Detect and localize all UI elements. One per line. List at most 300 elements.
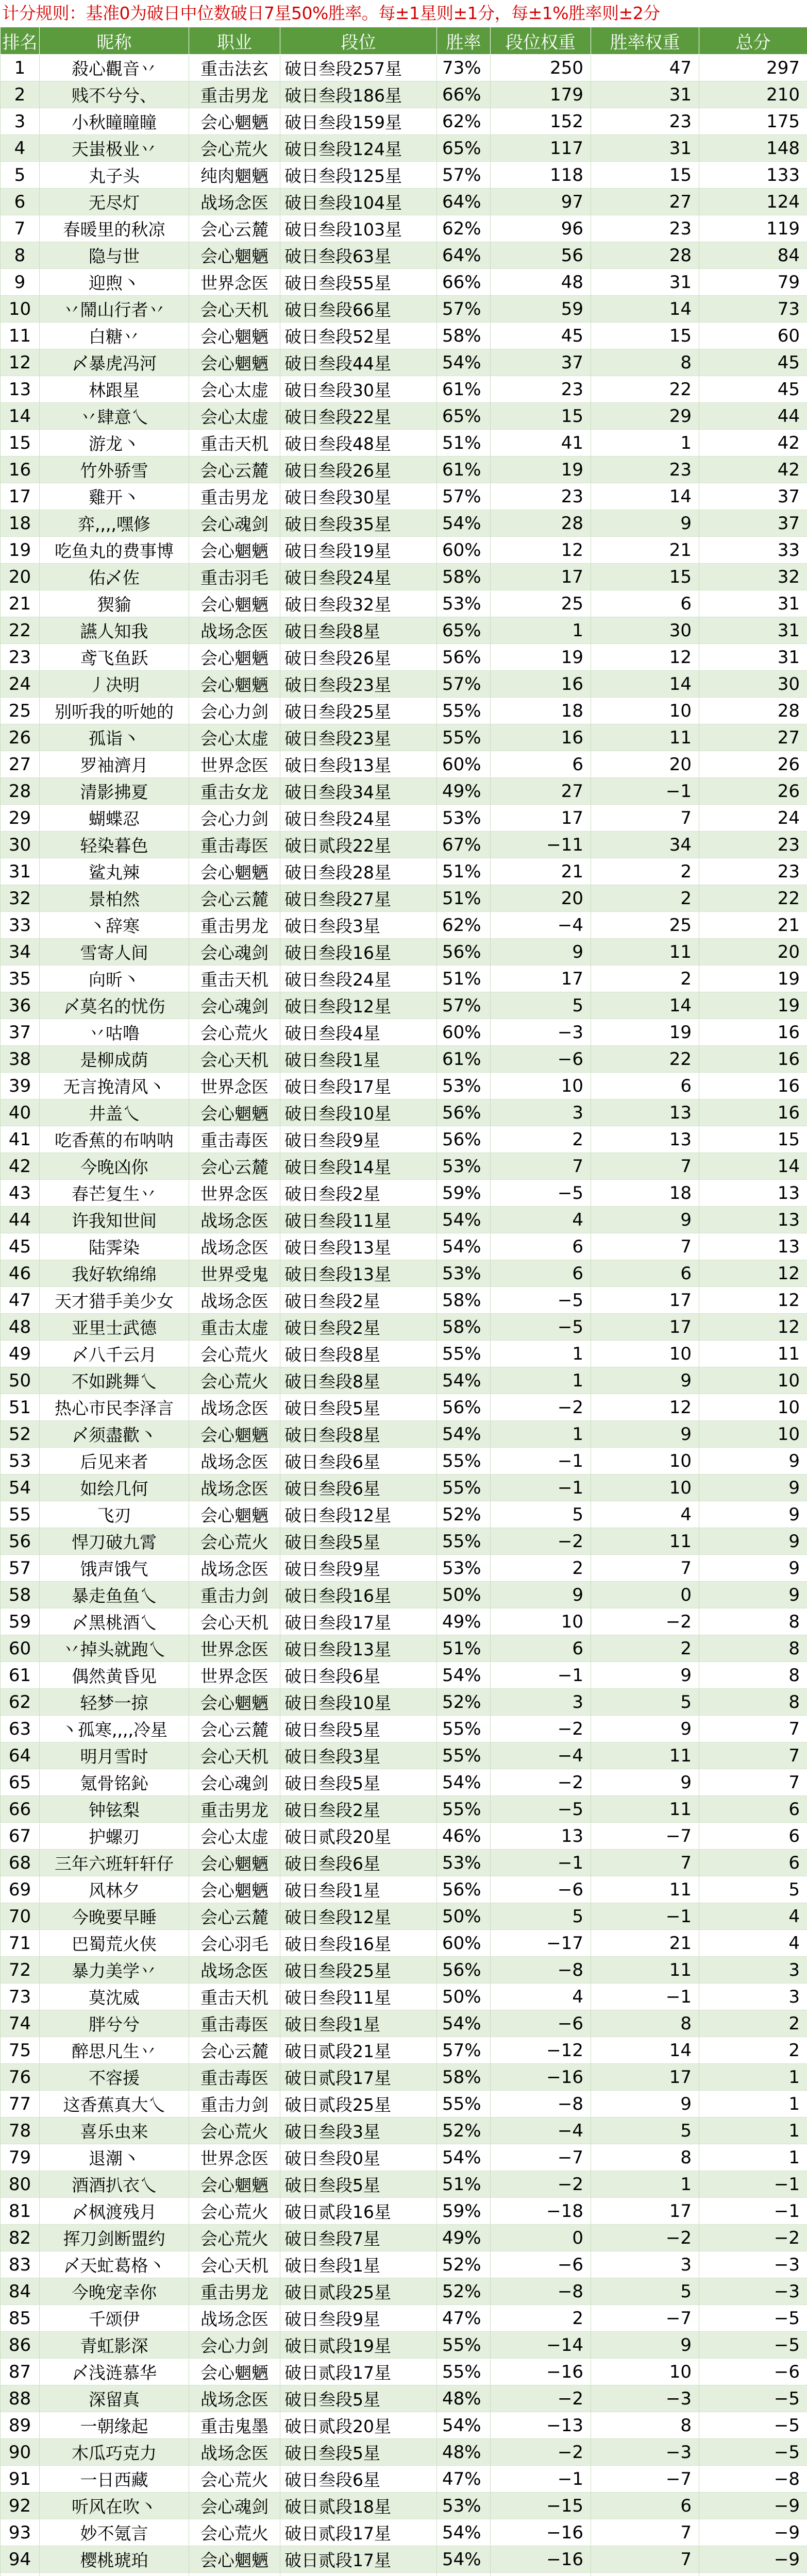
winrate-weight-cell: 31: [591, 81, 699, 108]
class-cell: 会心荒火: [189, 1019, 280, 1046]
winrate-cell: 47%: [437, 2305, 491, 2332]
winrate-cell: 49%: [437, 1608, 491, 1635]
table-row: [1, 108, 807, 135]
table-row: [1, 2117, 807, 2144]
total-score-cell: 175: [699, 108, 807, 135]
nickname-cell: 这香蕉真大乀: [40, 2091, 189, 2117]
rank-cell: 6: [1, 189, 40, 215]
winrate-cell: 59%: [437, 2198, 491, 2225]
winrate-weight-cell: 28: [591, 242, 699, 269]
rank-cell: 42: [1, 1153, 40, 1180]
table-row: [1, 1957, 807, 1984]
class-cell: 重击男龙: [189, 483, 280, 510]
tier-weight-cell: 23: [491, 376, 591, 403]
total-score-cell: 2: [699, 2037, 807, 2064]
total-score-cell: 73: [699, 296, 807, 323]
tier-weight-cell: −8: [491, 2278, 591, 2305]
winrate-cell: 51%: [437, 430, 491, 456]
class-cell: 重击法玄: [189, 55, 280, 81]
tier-cell: 破日叁段9星: [280, 1555, 437, 1582]
winrate-weight-cell: 14: [591, 483, 699, 510]
total-score-cell: 37: [699, 483, 807, 510]
rank-cell: 61: [1, 1662, 40, 1689]
winrate-cell: 61%: [437, 376, 491, 403]
rank-cell: 72: [1, 1957, 40, 1984]
nickname-cell: 孤诣丶: [40, 724, 189, 751]
table-row: [1, 1153, 807, 1180]
nickname-cell: 〆须盡歡丶: [40, 1421, 189, 1448]
nickname-cell: 讌人知我: [40, 617, 189, 644]
table-row: [1, 55, 807, 81]
class-cell: 世界念医: [189, 1662, 280, 1689]
nickname-cell: 饿声饿气: [40, 1555, 189, 1582]
rank-cell: 36: [1, 992, 40, 1019]
class-cell: 战场念医: [189, 1287, 280, 1314]
total-score-cell: 60: [699, 323, 807, 349]
class-cell: 重击毒医: [189, 1126, 280, 1153]
winrate-cell: 57%: [437, 671, 491, 698]
winrate-weight-cell: −2: [591, 2225, 699, 2251]
tier-cell: 破日叁段32星: [280, 590, 437, 617]
winrate-cell: 57%: [437, 992, 491, 1019]
table-row: [1, 1876, 807, 1903]
winrate-weight-cell: 9: [591, 1716, 699, 1742]
nickname-cell: 听风在吹丶: [40, 2493, 189, 2519]
rank-cell: 45: [1, 1233, 40, 1260]
winrate-weight-cell: 10: [591, 1341, 699, 1367]
rank-cell: 88: [1, 2385, 40, 2412]
class-cell: 重击天机: [189, 1984, 280, 2010]
total-score-cell: 31: [699, 590, 807, 617]
rank-cell: 52: [1, 1421, 40, 1448]
winrate-cell: [437, 2573, 491, 2576]
tier-cell: 破日叁段24星: [280, 805, 437, 832]
winrate-weight-cell: 23: [591, 456, 699, 483]
table-row: [1, 1073, 807, 1099]
class-cell: 会心魍魉: [189, 2546, 280, 2573]
tier-weight-cell: 16: [491, 724, 591, 751]
winrate-weight-cell: 10: [591, 698, 699, 724]
header-rank: 排名: [1, 27, 40, 55]
rank-cell: 84: [1, 2278, 40, 2305]
total-score-cell: 4: [699, 1930, 807, 1957]
class-cell: 会心力剑: [189, 2332, 280, 2359]
tier-weight-cell: −6: [491, 2251, 591, 2278]
tier-cell: 破日叁段2星: [280, 1314, 437, 1341]
winrate-weight-cell: 34: [591, 832, 699, 858]
total-score-cell: 5: [699, 1876, 807, 1903]
winrate-cell: 52%: [437, 2278, 491, 2305]
tier-weight-cell: 7: [491, 1153, 591, 1180]
tier-weight-cell: −2: [491, 1716, 591, 1742]
winrate-cell: 65%: [437, 135, 491, 162]
winrate-weight-cell: 19: [591, 1019, 699, 1046]
rank-cell: 85: [1, 2305, 40, 2332]
total-score-cell: −1: [699, 2198, 807, 2225]
winrate-cell: 48%: [437, 2439, 491, 2466]
rank-cell: 58: [1, 1582, 40, 1608]
winrate-cell: 54%: [437, 2010, 491, 2037]
total-score-cell: 42: [699, 430, 807, 456]
nickname-cell: 游龙丶: [40, 430, 189, 456]
winrate-weight-cell: 23: [591, 215, 699, 242]
winrate-weight-cell: 9: [591, 510, 699, 537]
tier-cell: 破日叁段6星: [280, 1850, 437, 1876]
rank-cell: 83: [1, 2251, 40, 2278]
tier-weight-cell: −1: [491, 2466, 591, 2493]
rank-cell: 63: [1, 1716, 40, 1742]
total-score-cell: −9: [699, 2493, 807, 2519]
winrate-cell: 53%: [437, 1850, 491, 1876]
nickname-cell: 〆八千云月: [40, 1341, 189, 1367]
winrate-cell: 53%: [437, 1555, 491, 1582]
rank-cell: 62: [1, 1689, 40, 1716]
winrate-cell: 55%: [437, 1475, 491, 1501]
winrate-weight-cell: 17: [591, 1287, 699, 1314]
winrate-weight-cell: 12: [591, 1394, 699, 1421]
total-score-cell: 9: [699, 1555, 807, 1582]
table-row: [1, 2037, 807, 2064]
tier-cell: 破日叁段8星: [280, 617, 437, 644]
total-score-cell: 3: [699, 1984, 807, 2010]
nickname-cell: 风林夕: [40, 1876, 189, 1903]
tier-cell: 破日叁段6星: [280, 1662, 437, 1689]
winrate-weight-cell: 9: [591, 2332, 699, 2359]
class-cell: 会心荒火: [189, 135, 280, 162]
tier-cell: 破日叁段25星: [280, 1957, 437, 1984]
header-total-score: 总分: [699, 27, 807, 55]
winrate-weight-cell: 9: [591, 1769, 699, 1796]
winrate-cell: 62%: [437, 215, 491, 242]
table-row: [1, 1046, 807, 1073]
winrate-weight-cell: 10: [591, 2359, 699, 2385]
class-cell: 会心太虚: [189, 724, 280, 751]
nickname-cell: 陆霁染: [40, 1233, 189, 1260]
tier-cell: 破日叁段4星: [280, 1019, 437, 1046]
winrate-cell: 46%: [437, 1823, 491, 1850]
tier-weight-cell: 5: [491, 1903, 591, 1930]
tier-weight-cell: −11: [491, 832, 591, 858]
total-score-cell: 8: [699, 1635, 807, 1662]
nickname-cell: 喜乐虫来: [40, 2117, 189, 2144]
tier-cell: 破日叁段11星: [280, 1207, 437, 1233]
rank-cell: 32: [1, 885, 40, 912]
tier-weight-cell: 3: [491, 1689, 591, 1716]
total-score-cell: 45: [699, 349, 807, 376]
winrate-weight-cell: 23: [591, 108, 699, 135]
tier-cell: 破日叁段23星: [280, 724, 437, 751]
tier-weight-cell: −17: [491, 1930, 591, 1957]
nickname-cell: 雞开丶: [40, 483, 189, 510]
winrate-cell: 51%: [437, 885, 491, 912]
class-cell: 会心天机: [189, 1742, 280, 1769]
total-score-cell: 7: [699, 1742, 807, 1769]
winrate-weight-cell: 21: [591, 1930, 699, 1957]
rank-cell: 69: [1, 1876, 40, 1903]
tier-weight-cell: 9: [491, 1582, 591, 1608]
total-score-cell: 26: [699, 751, 807, 778]
nickname-cell: 明月雪时: [40, 1742, 189, 1769]
class-cell: 会心天机: [189, 1608, 280, 1635]
tier-cell: 破日叁段12星: [280, 1903, 437, 1930]
total-score-cell: 9: [699, 1448, 807, 1475]
header-tier-weight: 段位权重: [491, 27, 591, 55]
nickname-cell: 醉思凡生丷: [40, 2037, 189, 2064]
tier-weight-cell: 5: [491, 992, 591, 1019]
class-cell: 重击毒医: [189, 2010, 280, 2037]
total-score-cell: 9: [699, 1528, 807, 1555]
winrate-weight-cell: 1: [591, 430, 699, 456]
tier-cell: 破日叁段17星: [280, 1608, 437, 1635]
tier-cell: 破日叁段55星: [280, 269, 437, 296]
table-row: [1, 2171, 807, 2198]
rank-cell: 8: [1, 242, 40, 269]
rank-cell: 90: [1, 2439, 40, 2466]
winrate-cell: 53%: [437, 805, 491, 832]
table-row: [1, 885, 807, 912]
total-score-cell: 12: [699, 1314, 807, 1341]
tier-weight-cell: 97: [491, 189, 591, 215]
rank-cell: 1: [1, 55, 40, 81]
total-score-cell: 13: [699, 1207, 807, 1233]
winrate-cell: 55%: [437, 1716, 491, 1742]
tier-cell: 破日贰段20星: [280, 1823, 437, 1850]
nickname-cell: 悍刀破九霄: [40, 1528, 189, 1555]
tier-weight-cell: 152: [491, 108, 591, 135]
nickname-cell: 蝴蝶忍: [40, 805, 189, 832]
tier-weight-cell: −5: [491, 1314, 591, 1341]
table-row: [1, 215, 807, 242]
rank-cell: 47: [1, 1287, 40, 1314]
class-cell: 会心魍魉: [189, 1099, 280, 1126]
tier-weight-cell: −18: [491, 2198, 591, 2225]
rank-cell: 66: [1, 1796, 40, 1823]
class-cell: 会心太虚: [189, 1823, 280, 1850]
table-body: [1, 55, 807, 2576]
winrate-cell: 50%: [437, 1984, 491, 2010]
ranking-table: [0, 27, 807, 2576]
winrate-cell: 58%: [437, 1287, 491, 1314]
winrate-weight-cell: 17: [591, 2198, 699, 2225]
winrate-weight-cell: 8: [591, 2144, 699, 2171]
tier-cell: 破日叁段26星: [280, 456, 437, 483]
winrate-cell: 73%: [437, 55, 491, 81]
tier-cell: 破日叁段9星: [280, 1126, 437, 1153]
rank-cell: 25: [1, 698, 40, 724]
winrate-cell: 55%: [437, 1448, 491, 1475]
table-row: [1, 1314, 807, 1341]
rank-cell: 13: [1, 376, 40, 403]
total-score-cell: 16: [699, 1046, 807, 1073]
nickname-cell: 小秋瞳瞳瞳: [40, 108, 189, 135]
total-score-cell: 16: [699, 1019, 807, 1046]
table-row: [1, 1662, 807, 1689]
winrate-weight-cell: 7: [591, 1850, 699, 1876]
tier-weight-cell: 0: [491, 2225, 591, 2251]
table-header-row: [1, 27, 807, 55]
winrate-weight-cell: −7: [591, 2466, 699, 2493]
class-cell: 重击力剑: [189, 1582, 280, 1608]
winrate-weight-cell: 10: [591, 1475, 699, 1501]
total-score-cell: 44: [699, 403, 807, 430]
class-cell: [189, 2573, 280, 2576]
tier-cell: 破日叁段8星: [280, 1367, 437, 1394]
tier-weight-cell: −5: [491, 1287, 591, 1314]
rank-cell: 94: [1, 2546, 40, 2573]
tier-cell: 破日叁段124星: [280, 135, 437, 162]
winrate-weight-cell: 4: [591, 1501, 699, 1528]
nickname-cell: 〆莫名的忧伤: [40, 992, 189, 1019]
class-cell: 会心云麓: [189, 885, 280, 912]
total-score-cell: 79: [699, 269, 807, 296]
winrate-cell: 51%: [437, 965, 491, 992]
nickname-cell: 弈,,,,嘿修: [40, 510, 189, 537]
total-score-cell: 12: [699, 1260, 807, 1287]
tier-weight-cell: −2: [491, 2171, 591, 2198]
tier-cell: 破日叁段11星: [280, 1984, 437, 2010]
tier-cell: 破日贰段16星: [280, 2198, 437, 2225]
total-score-cell: 10: [699, 1394, 807, 1421]
winrate-weight-cell: 12: [591, 644, 699, 671]
nickname-cell: 护螺刃: [40, 1823, 189, 1850]
tier-cell: 破日叁段0星: [280, 2144, 437, 2171]
winrate-cell: 47%: [437, 2466, 491, 2493]
nickname-cell: 雪寄人间: [40, 939, 189, 965]
total-score-cell: 28: [699, 698, 807, 724]
tier-cell: 破日叁段1星: [280, 2251, 437, 2278]
tier-weight-cell: 5: [491, 1501, 591, 1528]
tier-weight-cell: −4: [491, 912, 591, 939]
header-class: 职业: [189, 27, 280, 55]
nickname-cell: 轻染暮色: [40, 832, 189, 858]
table-row: [1, 1582, 807, 1608]
total-score-cell: −5: [699, 2412, 807, 2439]
winrate-cell: 52%: [437, 2117, 491, 2144]
class-cell: 会心云麓: [189, 215, 280, 242]
winrate-weight-cell: 11: [591, 1796, 699, 1823]
table-row: [1, 1421, 807, 1448]
tier-weight-cell: −8: [491, 2091, 591, 2117]
table-row: [1, 2359, 807, 2385]
tier-cell: 破日叁段6星: [280, 1475, 437, 1501]
tier-weight-cell: −6: [491, 1046, 591, 1073]
table-row: [1, 2493, 807, 2519]
nickname-cell: [40, 2573, 189, 2576]
table-row: [1, 1287, 807, 1314]
class-cell: 重击羽毛: [189, 564, 280, 590]
tier-cell: 破日叁段5星: [280, 1528, 437, 1555]
rank-cell: 68: [1, 1850, 40, 1876]
total-score-cell: 3: [699, 1957, 807, 1984]
table-row: [1, 323, 807, 349]
tier-cell: 破日叁段30星: [280, 483, 437, 510]
winrate-weight-cell: 11: [591, 1742, 699, 1769]
class-cell: 战场念医: [189, 1233, 280, 1260]
rank-cell: 51: [1, 1394, 40, 1421]
total-score-cell: 1: [699, 2064, 807, 2091]
table-row: [1, 296, 807, 323]
class-cell: 战场念医: [189, 617, 280, 644]
table-row: [1, 242, 807, 269]
rank-cell: 30: [1, 832, 40, 858]
nickname-cell: 偶然黄昏见: [40, 1662, 189, 1689]
tier-cell: 破日叁段257星: [280, 55, 437, 81]
table-row: [1, 1475, 807, 1501]
rank-cell: 9: [1, 269, 40, 296]
class-cell: 会心羽毛: [189, 1930, 280, 1957]
class-cell: 纯肉魍魉: [189, 162, 280, 189]
winrate-weight-cell: 9: [591, 1207, 699, 1233]
tier-weight-cell: −15: [491, 2493, 591, 2519]
winrate-cell: 65%: [437, 617, 491, 644]
rank-cell: 64: [1, 1742, 40, 1769]
class-cell: 战场念医: [189, 2439, 280, 2466]
tier-weight-cell: −1: [491, 1475, 591, 1501]
table-row: [1, 1796, 807, 1823]
table-row: [1, 162, 807, 189]
winrate-weight-cell: 11: [591, 1957, 699, 1984]
table-row: [1, 1501, 807, 1528]
rank-cell: 3: [1, 108, 40, 135]
winrate-cell: 55%: [437, 2332, 491, 2359]
winrate-weight-cell: −7: [591, 2305, 699, 2332]
total-score-cell: 24: [699, 805, 807, 832]
tier-cell: 破日叁段17星: [280, 1073, 437, 1099]
tier-cell: 破日叁段13星: [280, 751, 437, 778]
total-score-cell: 297: [699, 55, 807, 81]
table-row: [1, 1207, 807, 1233]
winrate-weight-cell: 22: [591, 1046, 699, 1073]
rank-cell: 17: [1, 483, 40, 510]
nickname-cell: 三年六班轩轩仔: [40, 1850, 189, 1876]
rank-cell: 24: [1, 671, 40, 698]
winrate-weight-cell: 47: [591, 55, 699, 81]
table-row: [1, 189, 807, 215]
class-cell: 会心荒火: [189, 2198, 280, 2225]
winrate-cell: 58%: [437, 2064, 491, 2091]
rank-cell: 73: [1, 1984, 40, 2010]
tier-cell: 破日贰段22星: [280, 832, 437, 858]
nickname-cell: 〆枫渡残月: [40, 2198, 189, 2225]
winrate-cell: 54%: [437, 510, 491, 537]
scoring-rules-text: 计分规则：基准0为破日中位数破日7星50%胜率。每±1星则±1分，每±1%胜率则±2分: [2, 3, 660, 23]
table-row: [1, 1689, 807, 1716]
tier-cell: 破日叁段13星: [280, 1233, 437, 1260]
tier-weight-cell: −16: [491, 2519, 591, 2546]
winrate-weight-cell: 8: [591, 2412, 699, 2439]
rank-cell: 35: [1, 965, 40, 992]
nickname-cell: 猰貐: [40, 590, 189, 617]
winrate-cell: 52%: [437, 2251, 491, 2278]
tier-cell: 破日叁段12星: [280, 992, 437, 1019]
winrate-cell: 56%: [437, 1394, 491, 1421]
winrate-cell: 54%: [437, 1207, 491, 1233]
tier-cell: 破日叁段104星: [280, 189, 437, 215]
tier-cell: 破日叁段6星: [280, 2466, 437, 2493]
total-score-cell: 15: [699, 1126, 807, 1153]
nickname-cell: 千颂伊: [40, 2305, 189, 2332]
class-cell: 会心魍魉: [189, 323, 280, 349]
winrate-cell: 60%: [437, 1930, 491, 1957]
tier-weight-cell: 19: [491, 644, 591, 671]
tier-cell: 破日叁段125星: [280, 162, 437, 189]
winrate-weight-cell: [591, 2573, 699, 2576]
tier-weight-cell: 48: [491, 269, 591, 296]
rank-cell: 92: [1, 2493, 40, 2519]
table-row: [1, 2439, 807, 2466]
class-cell: 会心魍魉: [189, 1689, 280, 1716]
winrate-cell: 50%: [437, 1903, 491, 1930]
